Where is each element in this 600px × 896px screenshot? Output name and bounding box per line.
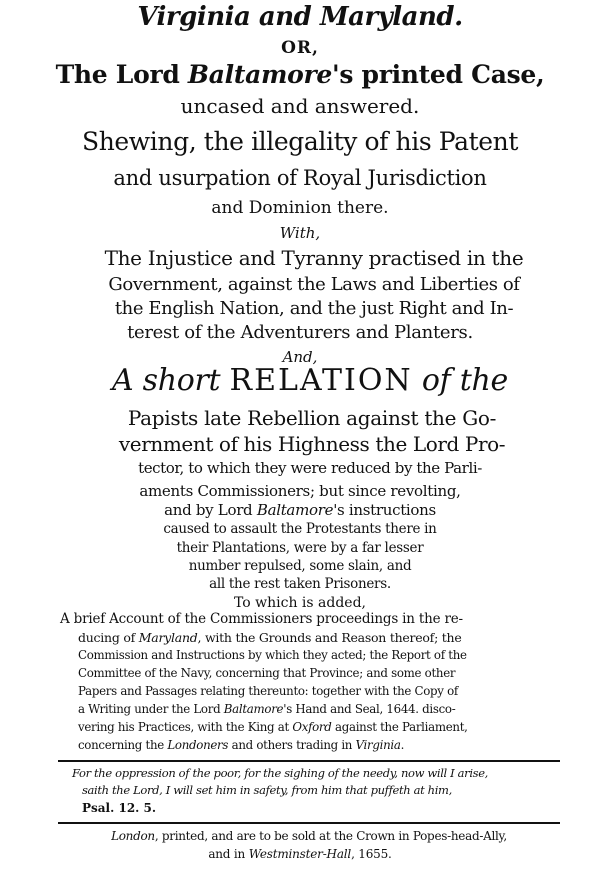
and-line-3: vernment of his Highness the Lord Pro-: [118, 432, 506, 456]
and-line-5: aments Commissioners; but since revolting,: [139, 482, 461, 500]
title-usurpation-line: and usurpation of Royal Jurisdiction: [113, 166, 487, 190]
added-grounds: , with the Grounds and Reason thereof; the: [197, 630, 462, 645]
with-line-3: the English Nation, and the just Right and In-: [114, 298, 514, 319]
added-maryland: Maryland: [138, 630, 198, 645]
added-oxford: Oxford: [292, 720, 332, 734]
epigraph-line-2: saith the Lord, I will set him in safety, from him that puffeth at him,: [82, 783, 452, 797]
and-connector: And,: [282, 348, 318, 366]
and-line-2: Papists late Rebellion against the Go-: [127, 406, 497, 430]
added-ducing: ducing of: [78, 630, 139, 645]
added-line-7: [78, 722, 560, 734]
and-line-8: their Plantations, were by a far lesser: [176, 540, 424, 556]
a-short-text: A short: [112, 363, 230, 398]
added-line-1: A brief Account of the Commissioners proceedings in the re-: [60, 611, 463, 627]
added-line-5: Papers and Passages relating thereunto: together with the Copy of: [78, 684, 458, 698]
added-line-4: Committee of the Navy, concerning that Province; and some other: [78, 666, 456, 680]
and-line-10: all the rest taken Prisoners.: [209, 576, 391, 592]
added-baltamore: Baltamore: [223, 702, 284, 716]
of-the-text: of the: [412, 363, 508, 398]
added-others-trading: and others trading in: [228, 738, 356, 752]
with-line-2: Government, against the Laws and Liberties of: [108, 274, 520, 295]
added-against-parliament: against the Parliament,: [331, 720, 468, 734]
imprint-line-2: [30, 848, 570, 860]
and-by-lord: and by Lord: [164, 501, 257, 519]
imprint-and-in: and in: [208, 847, 249, 861]
added-line-3: Commission and Instructions by which they acted; the Report of the: [78, 648, 467, 662]
with-connector: With,: [279, 224, 321, 242]
title-uncased-answered: uncased and answered.: [180, 94, 420, 118]
title-line-virginia-maryland: Virginia and Maryland.: [137, 2, 463, 32]
added-line-2: [78, 632, 560, 645]
and-line-short-relation: [40, 363, 580, 398]
added-period: .: [400, 738, 405, 752]
added-concerning: concerning the: [78, 738, 168, 752]
epigraph-reference: Psal. 12. 5.: [82, 801, 157, 815]
with-line-1: The Injustice and Tyranny practised in the: [104, 246, 524, 270]
imprint-westminster: Westminster-Hall: [248, 847, 352, 861]
and-instructions: 's instructions: [333, 501, 436, 519]
and-line-6: [30, 503, 570, 518]
title-or: OR,: [281, 38, 319, 58]
divider-rule-bottom: [58, 822, 560, 824]
title-printed-case: 's printed Case,: [332, 60, 545, 89]
imprint-printed: , printed, and are to be sold at the Crown in Popes-head-Ally,: [154, 829, 507, 843]
title-line-lord-baltamore-case: [30, 62, 570, 87]
added-heading: To which is added,: [234, 595, 366, 611]
added-line-6: [78, 704, 560, 716]
and-baltamore-name: Baltamore: [256, 501, 334, 519]
added-londoners: Londoners: [167, 738, 229, 752]
relation-caps: RELATION: [229, 363, 413, 398]
and-line-7: caused to assault the Protestants there in: [163, 521, 437, 537]
title-shewing-line: Shewing, the illegality of his Patent: [81, 127, 519, 156]
title-the-lord: The Lord: [55, 60, 188, 89]
imprint-year: , 1655.: [351, 847, 392, 861]
with-line-4: terest of the Adventurers and Planters.: [127, 322, 473, 343]
divider-rule-top: [58, 760, 560, 762]
added-writing: a Writing under the Lord: [78, 702, 224, 716]
added-virginia: Virginia: [355, 738, 401, 752]
added-vering: vering his Practices, with the King at: [78, 720, 293, 734]
imprint-line-1: [58, 830, 560, 842]
imprint-london: London: [111, 829, 155, 843]
and-line-4: tector, to which they were reduced by the Parli-: [138, 459, 482, 477]
title-dominion-line: and Dominion there.: [211, 198, 389, 218]
added-line-8: [78, 740, 520, 752]
and-line-9: number repulsed, some slain, and: [188, 558, 412, 574]
epigraph-line-1: For the oppression of the poor, for the sighing of the needy, now will I arise,: [72, 766, 488, 780]
added-hand-seal: 's Hand and Seal, 1644. disco-: [283, 702, 456, 716]
title-baltamore-name: Baltamore: [187, 60, 332, 89]
